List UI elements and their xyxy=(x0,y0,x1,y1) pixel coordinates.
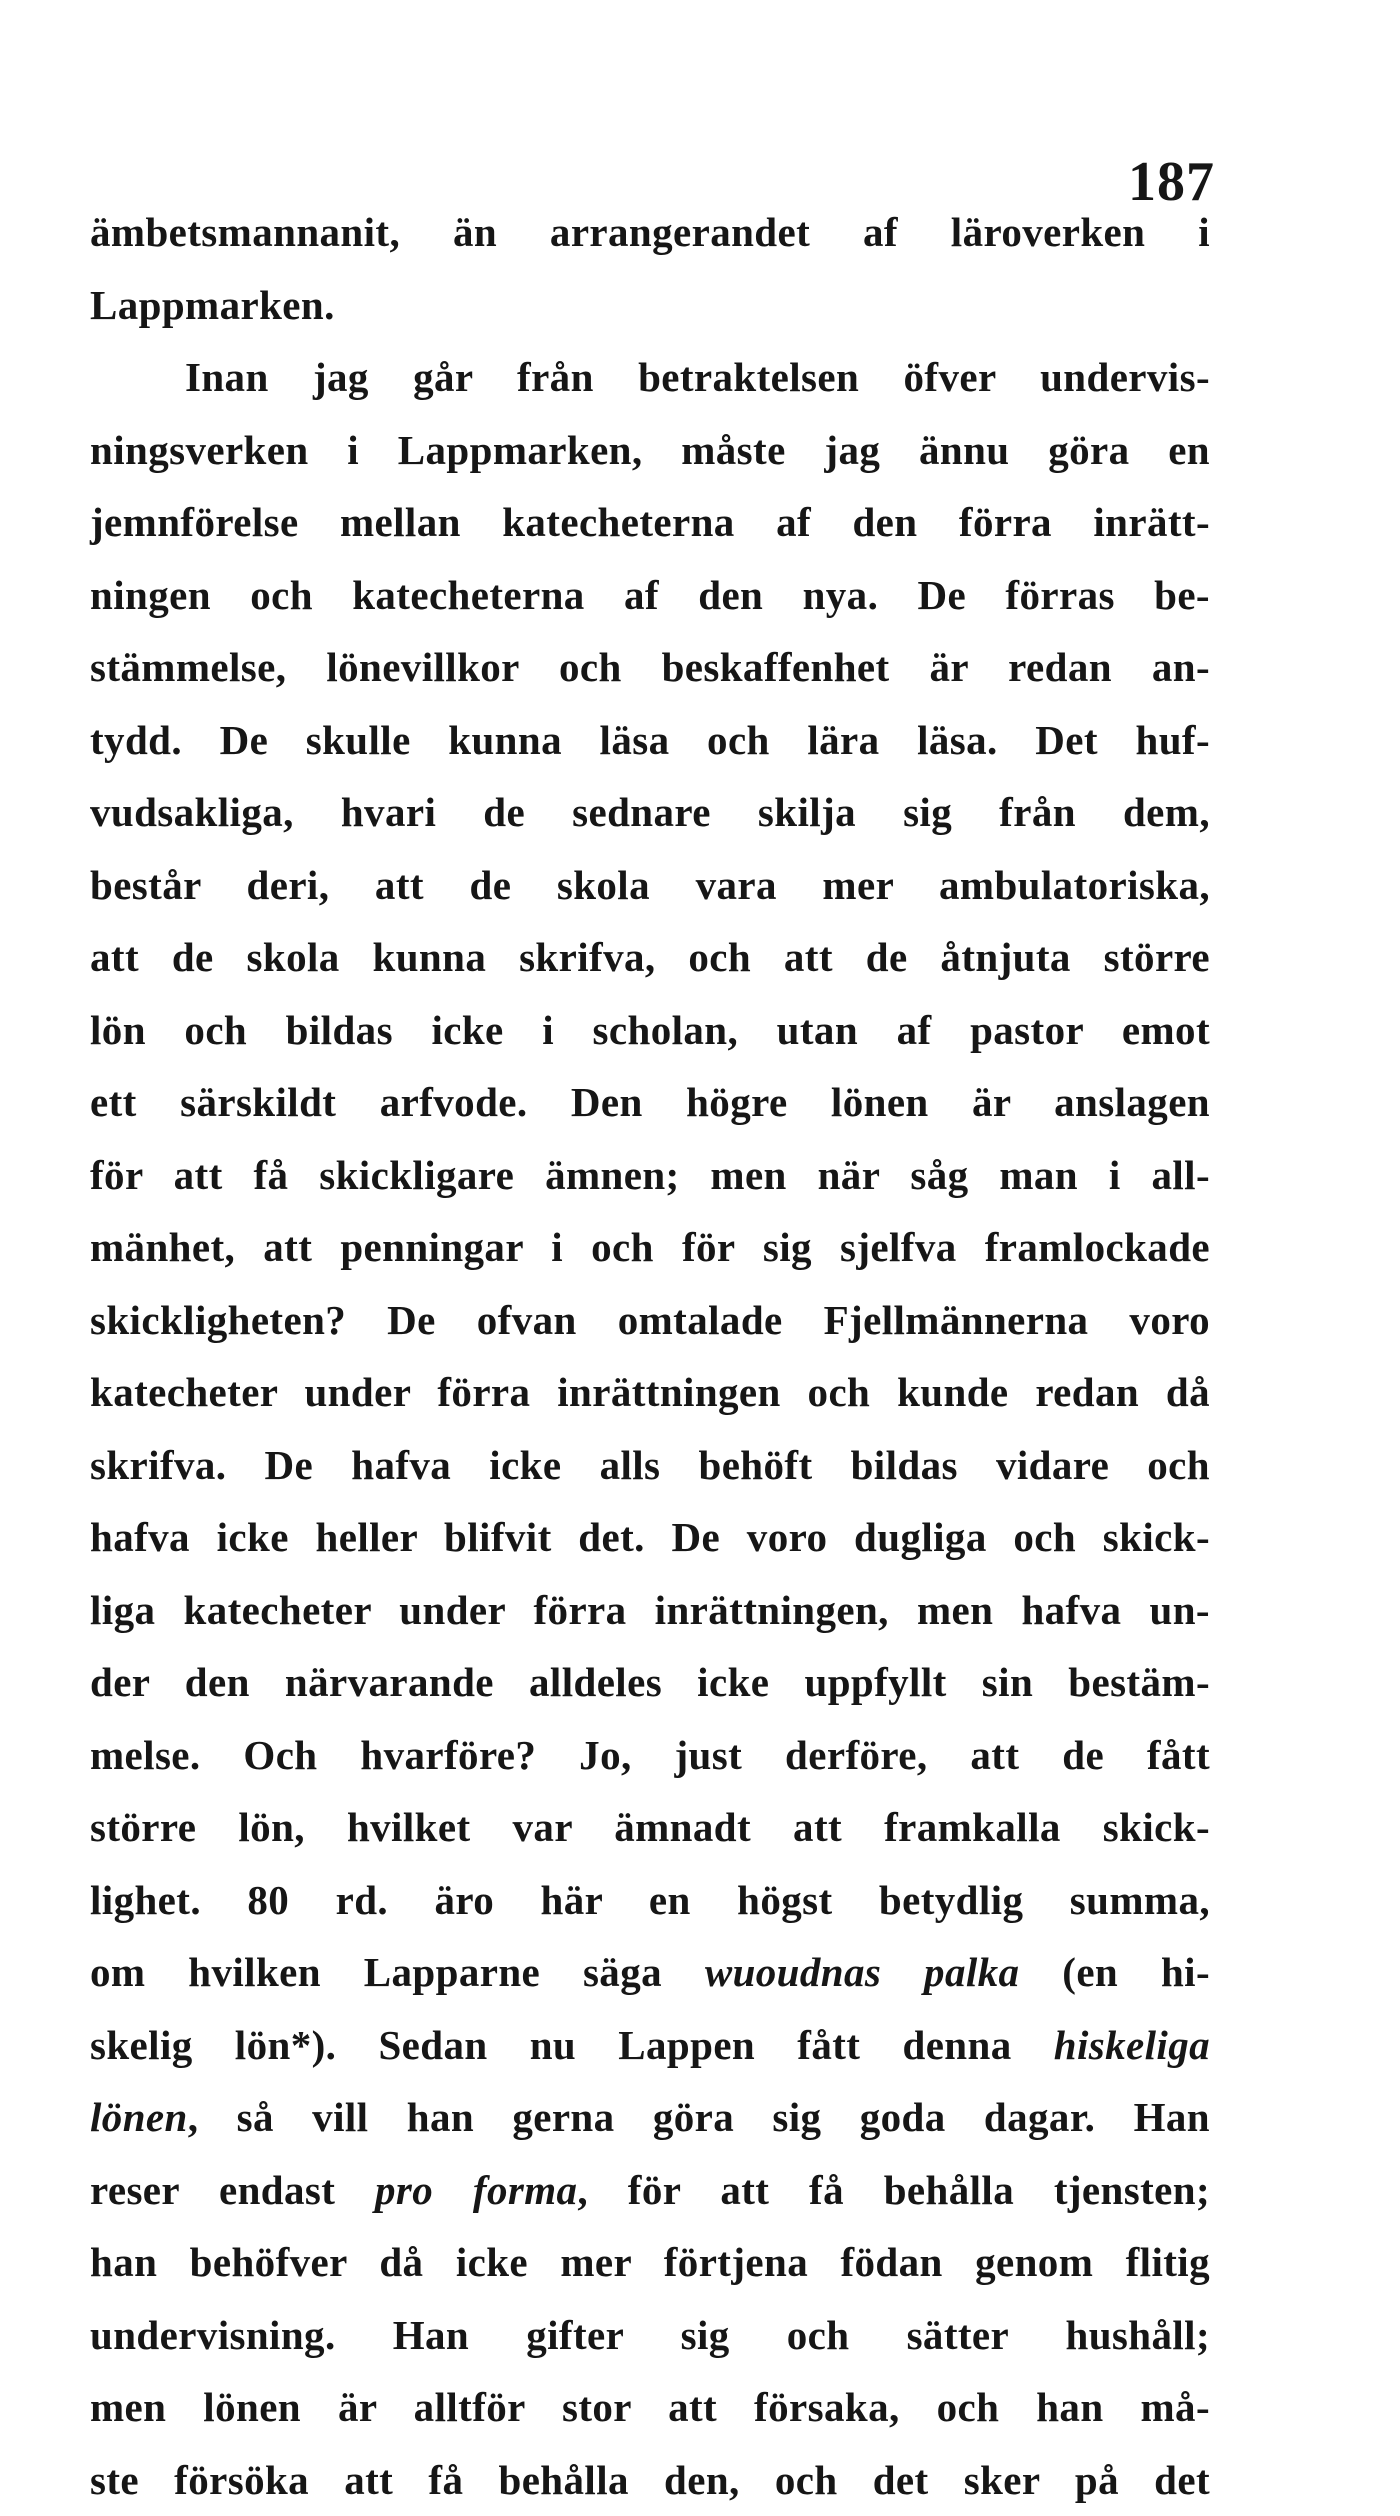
italic-text: hiskeliga xyxy=(1054,2022,1210,2068)
italic-text: lönen xyxy=(90,2094,188,2140)
text-line: stämmelse, lönevillkor och beskaffenhet är redan an- xyxy=(90,631,1210,704)
text-line: ämbetsmannanit, än arrangerandet af läroverken i xyxy=(90,196,1210,269)
text-segment: , så vill han gerna göra sig goda dagar. Han xyxy=(188,2094,1210,2140)
text-line: lön och bildas icke i scholan, utan af pastor emot xyxy=(90,994,1210,1067)
text-line: hafva icke heller blifvit det. De voro dugliga och skick- xyxy=(90,1501,1210,1574)
text-line: jemnförelse mellan katecheterna af den förra inrätt- xyxy=(90,486,1210,559)
text-line: men lönen är alltför stor att försaka, och han må- xyxy=(90,2371,1210,2444)
text-line: ett särskildt arfvode. Den högre lönen är anslagen xyxy=(90,1066,1210,1139)
text-line: katecheter under förra inrättningen och kunde redan då xyxy=(90,1356,1210,1429)
text-line: för att få skickligare ämnen; men när såg man i all- xyxy=(90,1139,1210,1212)
text-line: tydd. De skulle kunna läsa och lära läsa. Det huf- xyxy=(90,704,1210,777)
page-number: 187 xyxy=(1128,150,1215,214)
text-line xyxy=(90,2081,1210,2154)
text-segment: om hvilken Lapparne säga xyxy=(90,1949,705,1995)
text-line: der den närvarande alldeles icke uppfyllt sin bestäm- xyxy=(90,1646,1210,1719)
text-line: skrifva. De hafva icke alls behöft bildas vidare och xyxy=(90,1429,1210,1502)
text-line: liga katecheter under förra inrättningen, men hafva un- xyxy=(90,1574,1210,1647)
text-line: Lappmarken. xyxy=(90,269,1210,342)
text-line: Inan jag går från betraktelsen öfver undervis- xyxy=(90,341,1210,414)
text-line: skickligheten? De ofvan omtalade Fjellmännerna voro xyxy=(90,1284,1210,1357)
text-line: ningen och katecheterna af den nya. De förras be- xyxy=(90,559,1210,632)
text-line: ste försöka att få behålla den, och det sker på det xyxy=(90,2444,1210,2516)
text-line xyxy=(90,1936,1210,2009)
italic-text: pro forma xyxy=(375,2167,577,2213)
text-line: att de skola kunna skrifva, och att de åtnjuta större xyxy=(90,921,1210,994)
body-text xyxy=(90,196,1210,2516)
text-line: vudsakliga, hvari de sednare skilja sig från dem, xyxy=(90,776,1210,849)
text-line: melse. Och hvarföre? Jo, just derföre, att de fått xyxy=(90,1719,1210,1792)
text-line: större lön, hvilket var ämnadt att framkalla skick- xyxy=(90,1791,1210,1864)
text-segment: (en hi- xyxy=(1019,1949,1210,1995)
text-line: han behöfver då icke mer förtjena födan genom flitig xyxy=(90,2226,1210,2299)
text-line: mänhet, att penningar i och för sig sjelfva framlockade xyxy=(90,1211,1210,1284)
text-line xyxy=(90,2009,1210,2082)
text-line xyxy=(90,2154,1210,2227)
text-line: lighet. 80 rd. äro här en högst betydlig summa, xyxy=(90,1864,1210,1937)
text-segment: skelig lön*). Sedan nu Lappen fått denna xyxy=(90,2022,1054,2068)
text-segment: reser endast xyxy=(90,2167,375,2213)
text-segment: , för att få behålla tjensten; xyxy=(577,2167,1210,2213)
text-line: undervisning. Han gifter sig och sätter hushåll; xyxy=(90,2299,1210,2372)
text-line: består deri, att de skola vara mer ambulatoriska, xyxy=(90,849,1210,922)
italic-text: wuoudnas palka xyxy=(705,1949,1020,1995)
text-line: ningsverken i Lappmarken, måste jag ännu göra en xyxy=(90,414,1210,487)
